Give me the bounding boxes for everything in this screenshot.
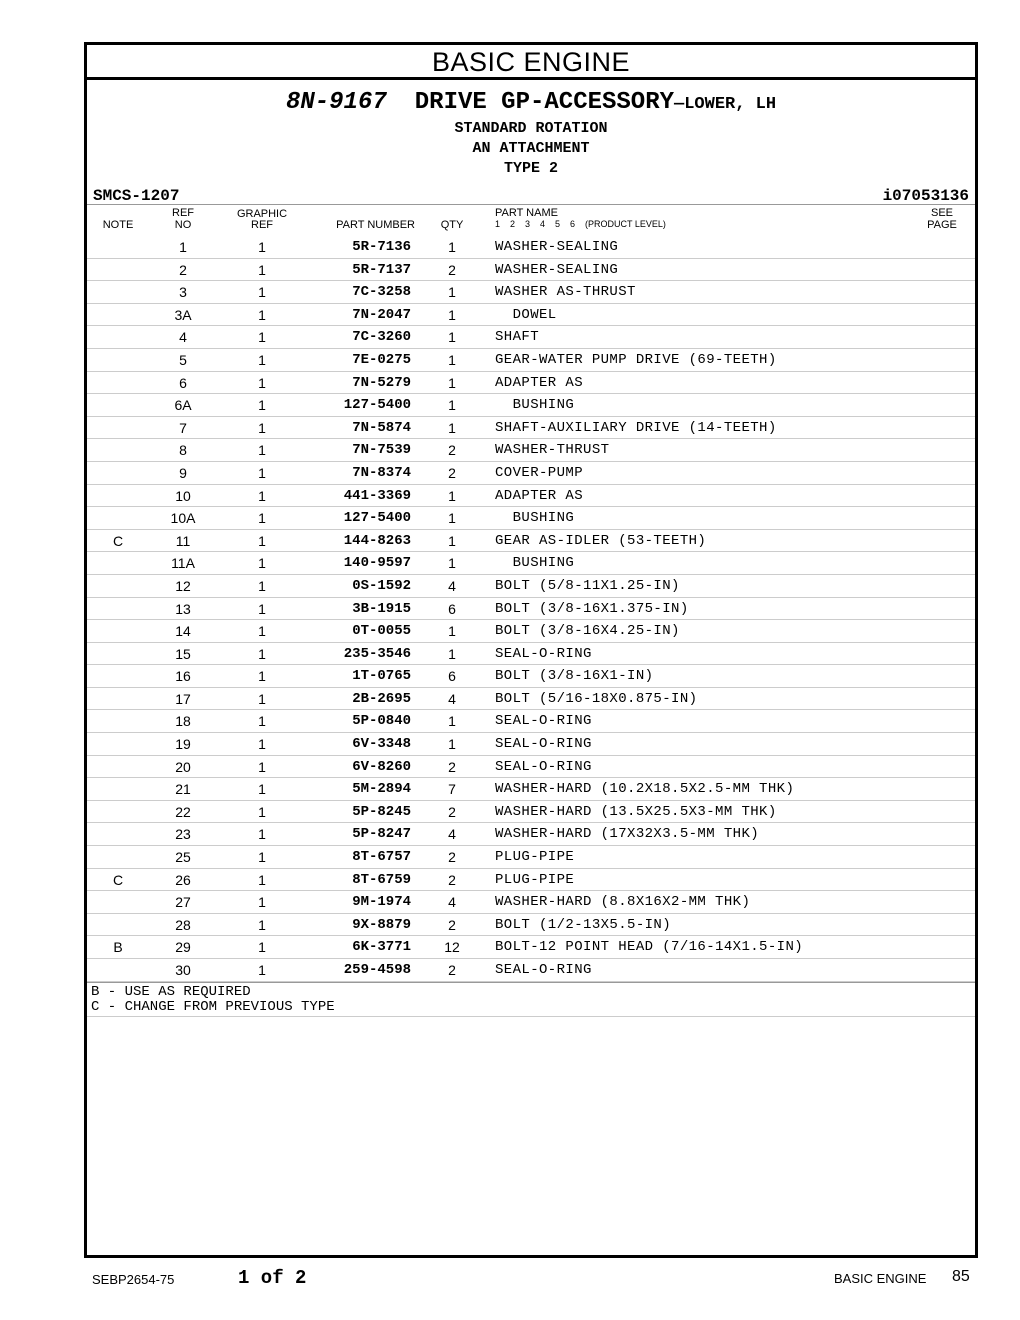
note-b: B - USE AS REQUIRED [91,983,251,1000]
row-qty: 1 [448,419,456,436]
notes-block [87,982,975,1017]
row-graphic-ref: 1 [258,284,266,301]
col-ref-bottom: NO [174,219,192,231]
table-row [87,259,975,282]
row-part-number: 7N-5279 [352,374,411,391]
row-ref-no: 11A [171,555,195,572]
row-graphic-ref: 1 [258,351,266,368]
row-note: C [112,532,124,549]
table-row [87,756,975,779]
row-ref-no: 3A [174,306,192,323]
row-ref-no: 5 [179,351,187,368]
row-part-name: GEAR AS-IDLER (53-TEETH) [495,532,707,549]
row-ref-no: 9 [179,464,187,481]
col-see-top: SEE [930,207,953,219]
row-ref-no: 25 [175,849,191,866]
row-part-number: 9X-8879 [352,916,411,933]
row-qty: 7 [448,781,456,798]
row-ref-no: 6 [179,374,187,391]
row-ref-no: 18 [175,713,191,730]
row-part-name: WASHER-HARD (17X32X3.5-MM THK) [495,826,760,843]
row-part-name: GEAR-WATER PUMP DRIVE (69-TEETH) [495,351,777,368]
row-qty: 4 [448,826,456,843]
row-qty: 1 [448,239,456,255]
row-ref-no: 14 [175,623,191,640]
table-row [87,846,975,869]
note-c: C - CHANGE FROM PREVIOUS TYPE [91,998,335,1015]
row-graphic-ref: 1 [258,826,266,843]
table-row [87,959,975,982]
row-part-number: 7N-8374 [352,464,411,481]
row-part-name: WASHER-THRUST [495,442,610,459]
group-name-suffix: —LOWER, LH [674,95,777,114]
row-part-number: 3B-1915 [352,600,411,617]
row-ref-no: 1 [179,239,187,255]
col-part-name: PART NAME [495,207,558,219]
row-part-name: BOLT (3/8-16X4.25-IN) [495,623,680,640]
row-part-number: 2B-2695 [352,690,411,707]
row-ref-no: 28 [175,916,191,933]
row-qty: 2 [448,803,456,820]
row-qty: 1 [448,645,456,662]
row-part-name: ADAPTER AS [495,374,584,391]
table-row [87,801,975,824]
table-row [87,552,975,575]
row-part-number: 127-5400 [343,397,411,414]
row-graphic-ref: 1 [258,894,266,911]
row-qty: 1 [448,374,456,391]
row-graphic-ref: 1 [258,464,266,481]
row-part-number: 5P-8245 [352,803,411,820]
footer-section: BASIC ENGINE [834,1271,927,1286]
row-part-name: BOLT (3/8-16X1.375-IN) [495,600,689,617]
row-graphic-ref: 1 [258,306,266,323]
row-part-name: SEAL-O-RING [495,736,592,753]
table-row [87,372,975,395]
row-graphic-ref: 1 [258,916,266,933]
row-part-name: BUSHING [495,555,575,572]
parts-page-frame [84,42,978,1258]
row-part-number: 5P-0840 [352,713,411,730]
group-subtitle-3: TYPE 2 [503,160,558,177]
table-row [87,281,975,304]
row-part-name: PLUG-PIPE [495,871,575,888]
row-graphic-ref: 1 [258,532,266,549]
row-part-number: 0S-1592 [352,577,411,594]
row-graphic-ref: 1 [258,555,266,572]
row-part-number: 6K-3771 [352,939,411,956]
row-ref-no: 4 [179,329,187,346]
col-qty: QTY [440,219,464,231]
row-graphic-ref: 1 [258,690,266,707]
row-qty: 2 [448,464,456,481]
table-row [87,530,975,553]
row-ref-no: 27 [175,894,191,911]
row-qty: 1 [448,329,456,346]
col-ref-top: REF [172,207,194,219]
col-graphic-top: GRAPHIC [236,208,288,220]
row-part-name: BUSHING [495,397,575,414]
row-graphic-ref: 1 [258,239,266,255]
row-ref-no: 12 [175,577,191,594]
table-row [87,236,975,259]
table-row [87,417,975,440]
row-graphic-ref: 1 [258,781,266,798]
table-row [87,869,975,892]
row-part-name: WASHER-HARD (13.5X25.5X3-MM THK) [495,803,777,820]
notes-divider [87,1016,975,1017]
row-part-number: 7N-5874 [352,419,411,436]
row-part-name: WASHER AS-THRUST [495,284,636,301]
group-name: DRIVE GP-ACCESSORY [414,89,675,116]
table-row [87,304,975,327]
row-graphic-ref: 1 [258,487,266,504]
row-graphic-ref: 1 [258,803,266,820]
row-ref-no: 29 [175,939,191,956]
row-graphic-ref: 1 [258,442,266,459]
row-part-number: 140-9597 [343,555,411,572]
row-graphic-ref: 1 [258,600,266,617]
group-part-number: 8N-9167 [285,89,387,116]
table-row [87,485,975,508]
row-qty: 2 [448,849,456,866]
row-part-number: 6V-8260 [352,758,411,775]
row-part-number: 8T-6757 [352,849,411,866]
publication-number: SEBP2654-75 [92,1272,175,1287]
table-row [87,710,975,733]
table-row [87,643,975,666]
row-qty: 1 [448,736,456,753]
row-ref-no: 8 [179,442,187,459]
table-row [87,936,975,959]
row-graphic-ref: 1 [258,397,266,414]
row-part-name: DOWEL [495,306,557,323]
row-qty: 1 [448,510,456,527]
row-part-name: BOLT (1/2-13X5.5-IN) [495,916,672,933]
row-ref-no: 15 [175,645,191,662]
row-ref-no: 17 [175,690,191,707]
table-row [87,507,975,530]
row-part-number: 7N-7539 [352,442,411,459]
page-number: 85 [952,1268,970,1285]
table-row [87,823,975,846]
row-graphic-ref: 1 [258,713,266,730]
smcs-code: SMCS-1207 [93,187,180,205]
col-product-level: 1 2 3 4 5 6 (PRODUCT LEVEL) [495,219,666,229]
row-graphic-ref: 1 [258,374,266,391]
row-ref-no: 19 [175,736,191,753]
row-qty: 12 [444,939,460,956]
group-title [87,89,975,119]
row-qty: 2 [448,962,456,978]
row-qty: 6 [448,668,456,685]
row-ref-no: 2 [179,261,187,278]
row-ref-no: 21 [175,781,191,798]
section-title: BASIC ENGINE [87,45,975,80]
table-row [87,575,975,598]
table-row [87,326,975,349]
row-part-number: 1T-0765 [352,668,411,685]
row-part-number: 5R-7137 [352,261,411,278]
row-qty: 1 [448,555,456,572]
row-part-name: SEAL-O-RING [495,713,592,730]
table-row [87,914,975,937]
row-part-name: BUSHING [495,510,575,527]
row-qty: 2 [448,871,456,888]
row-graphic-ref: 1 [258,510,266,527]
id-line [87,184,975,204]
row-part-number: 7N-2047 [352,306,411,323]
row-ref-no: 30 [175,962,191,978]
row-qty: 1 [448,397,456,414]
page-of: 1 of 2 [238,1267,307,1289]
row-part-number: 259-4598 [343,962,411,978]
row-qty: 4 [448,894,456,911]
row-graphic-ref: 1 [258,962,266,978]
row-ref-no: 16 [175,668,191,685]
row-part-name: SEAL-O-RING [495,758,592,775]
row-part-number: 5R-7136 [352,239,411,255]
row-ref-no: 13 [175,600,191,617]
row-part-number: 7C-3258 [352,284,411,301]
table-row [87,778,975,801]
group-subtitle-1: STANDARD ROTATION [454,120,608,137]
row-part-number: 5M-2894 [352,781,411,798]
table-row [87,688,975,711]
row-graphic-ref: 1 [258,736,266,753]
page-footer [0,1266,1020,1290]
row-part-number: 144-8263 [343,532,411,549]
row-note: C [112,871,124,888]
row-ref-no: 10A [170,510,196,527]
row-note: B [113,939,123,956]
col-part-number: PART NUMBER [336,219,415,231]
row-ref-no: 26 [175,871,191,888]
col-graphic-bottom: REF [251,219,273,231]
row-part-name: BOLT-12 POINT HEAD (7/16-14X1.5-IN) [495,939,804,956]
row-part-number: 7E-0275 [352,351,411,368]
row-part-name: SHAFT-AUXILIARY DRIVE (14-TEETH) [495,419,777,436]
row-graphic-ref: 1 [258,849,266,866]
row-part-number: 6V-3348 [352,736,411,753]
row-part-name: PLUG-PIPE [495,849,575,866]
row-part-number: 0T-0055 [352,623,411,640]
illustration-id: i07053136 [882,187,969,205]
row-qty: 2 [448,758,456,775]
col-see-bottom: PAGE [927,219,957,231]
table-row [87,598,975,621]
row-part-number: 8T-6759 [352,871,411,888]
row-part-number: 7C-3260 [352,329,411,346]
row-part-name: BOLT (3/8-16X1-IN) [495,668,654,685]
row-graphic-ref: 1 [258,871,266,888]
group-subtitle-2: AN ATTACHMENT [472,140,590,157]
row-part-number: 235-3546 [343,645,411,662]
row-ref-no: 20 [175,758,191,775]
row-graphic-ref: 1 [258,645,266,662]
parts-table-body [87,236,975,982]
row-qty: 1 [448,487,456,504]
table-row [87,665,975,688]
row-qty: 2 [448,261,456,278]
row-qty: 1 [448,284,456,301]
row-qty: 4 [448,577,456,594]
table-row [87,439,975,462]
table-row [87,349,975,372]
row-part-name: WASHER-SEALING [495,261,619,278]
row-graphic-ref: 1 [258,261,266,278]
row-part-number: 9M-1974 [352,894,411,911]
row-part-number: 127-5400 [343,510,411,527]
row-part-number: 441-3369 [343,487,411,504]
row-part-name: SHAFT [495,329,540,346]
row-part-name: ADAPTER AS [495,487,584,504]
row-ref-no: 6A [174,397,192,414]
row-part-name: BOLT (5/8-11X1.25-IN) [495,577,680,594]
row-part-name: SEAL-O-RING [495,962,592,978]
row-part-name: WASHER-HARD (8.8X16X2-MM THK) [495,894,751,911]
table-row [87,394,975,417]
row-qty: 2 [448,442,456,459]
row-qty: 6 [448,600,456,617]
table-row [87,733,975,756]
row-qty: 1 [448,532,456,549]
row-qty: 1 [448,713,456,730]
row-qty: 2 [448,916,456,933]
row-ref-no: 11 [175,532,191,549]
row-ref-no: 10 [175,487,191,504]
row-ref-no: 22 [175,803,191,820]
row-ref-no: 23 [175,826,191,843]
row-qty: 1 [448,306,456,323]
table-row [87,462,975,485]
table-row [87,620,975,643]
row-part-name: WASHER-HARD (10.2X18.5X2.5-MM THK) [495,781,795,798]
row-part-number: 5P-8247 [352,826,411,843]
row-graphic-ref: 1 [258,939,266,956]
row-graphic-ref: 1 [258,668,266,685]
row-graphic-ref: 1 [258,623,266,640]
group-header [87,89,975,179]
row-part-name: BOLT (5/16-18X0.875-IN) [495,690,698,707]
row-graphic-ref: 1 [258,419,266,436]
row-part-name: WASHER-SEALING [495,239,619,255]
table-header [87,204,975,236]
row-graphic-ref: 1 [258,577,266,594]
row-qty: 4 [448,690,456,707]
row-part-name: COVER-PUMP [495,464,584,481]
table-row [87,891,975,914]
row-graphic-ref: 1 [258,329,266,346]
row-ref-no: 7 [179,419,187,436]
row-qty: 1 [448,351,456,368]
row-qty: 1 [448,623,456,640]
col-note: NOTE [102,219,134,231]
row-graphic-ref: 1 [258,758,266,775]
row-part-name: SEAL-O-RING [495,645,592,662]
row-ref-no: 3 [179,284,187,301]
